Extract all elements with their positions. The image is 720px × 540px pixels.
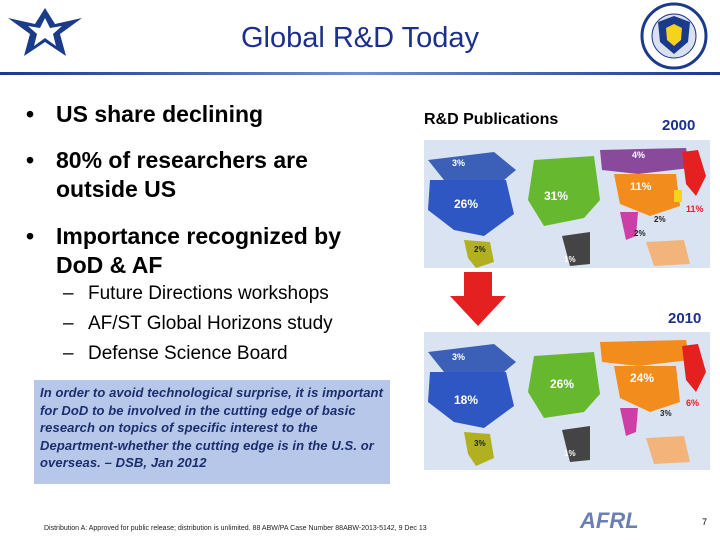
header-divider xyxy=(0,72,720,75)
world-map-2000 xyxy=(424,140,710,268)
map2000-share-label: 11% xyxy=(686,204,704,214)
map2010-share-label: 26% xyxy=(550,377,575,391)
region-canada xyxy=(428,344,516,372)
map2000-share-label: 2% xyxy=(634,229,646,238)
year-2000-label: 2000 xyxy=(662,117,696,134)
map2010-share-label: 18% xyxy=(454,393,479,407)
region-latin-america xyxy=(464,432,494,466)
bullet-dot: • xyxy=(26,147,35,173)
quote-box xyxy=(34,380,390,484)
bullet-text: Importance recognized by DoD & AF xyxy=(56,223,342,278)
down-arrow xyxy=(448,272,508,326)
bullet-text: US share declining xyxy=(56,101,264,127)
map2010-share-label: 6% xyxy=(686,398,700,408)
dash-marker: – xyxy=(63,313,74,334)
quote-text: In order to avoid technological surprise, it is important for DoD to be involved in the cutting edge of basic research on topics of specific interest to the Department-whether the cutting edge is in the U.S. or overseas. – DSB, Jan 2012 xyxy=(40,385,384,470)
bullet-dot: • xyxy=(26,223,35,249)
sub-bullet-text: Defense Science Board xyxy=(88,343,288,364)
map2000-share-label: 26% xyxy=(454,197,479,211)
region-canada xyxy=(428,152,516,180)
map2000-share-label: 3% xyxy=(452,158,466,168)
region-japan xyxy=(682,150,706,196)
page-number: 7 xyxy=(702,517,708,527)
map2010-share-label: 24% xyxy=(630,371,655,385)
region-russia xyxy=(600,340,690,366)
down-arrow-icon xyxy=(448,272,508,326)
distribution-statement: Distribution A: Approved for public release; distribution is unlimited. 88 ABW/PA Case Number 88ABW-2013-5142, 9 Dec 13 xyxy=(44,525,427,532)
map2000-share-label: 2% xyxy=(654,215,666,224)
map2010-share-label: 3% xyxy=(660,409,672,418)
world-map-2000-svg xyxy=(424,140,710,268)
region-korea xyxy=(674,190,682,202)
dash-marker: – xyxy=(63,283,74,304)
region-australia xyxy=(646,436,690,464)
page-title: Global R&D Today xyxy=(240,22,480,54)
sub-bullet-text: AF/ST Global Horizons study xyxy=(88,313,333,334)
map2010-share-label: 1% xyxy=(564,449,576,458)
region-australia xyxy=(646,240,690,266)
sub-bullet-text: Future Directions workshops xyxy=(88,283,329,304)
region-india xyxy=(620,408,638,436)
usaf-wings-icon xyxy=(6,4,84,60)
seal-icon xyxy=(640,2,708,70)
publications-title: R&D Publications xyxy=(424,111,559,128)
map2000-share-label: 1% xyxy=(564,255,576,264)
map2000-share-label: 2% xyxy=(474,245,486,254)
map2000-share-label: 11% xyxy=(630,181,652,193)
afrl-seal xyxy=(640,2,708,70)
region-japan xyxy=(682,344,706,392)
map2010-share-label: 3% xyxy=(474,439,486,448)
year-2010-label: 2010 xyxy=(668,310,702,327)
bullet-dot: • xyxy=(26,101,35,127)
afrl-logo: AFRL xyxy=(580,508,639,533)
world-map-2010 xyxy=(424,332,710,470)
bullet-text: 80% of researchers are outside US xyxy=(56,147,308,202)
map2000-share-label: 31% xyxy=(544,189,569,203)
dash-marker: – xyxy=(63,343,74,364)
map2010-share-label: 3% xyxy=(452,352,466,362)
map2000-share-label: 4% xyxy=(632,150,646,160)
usaf-logo xyxy=(6,4,84,60)
world-map-2010-svg xyxy=(424,332,710,470)
